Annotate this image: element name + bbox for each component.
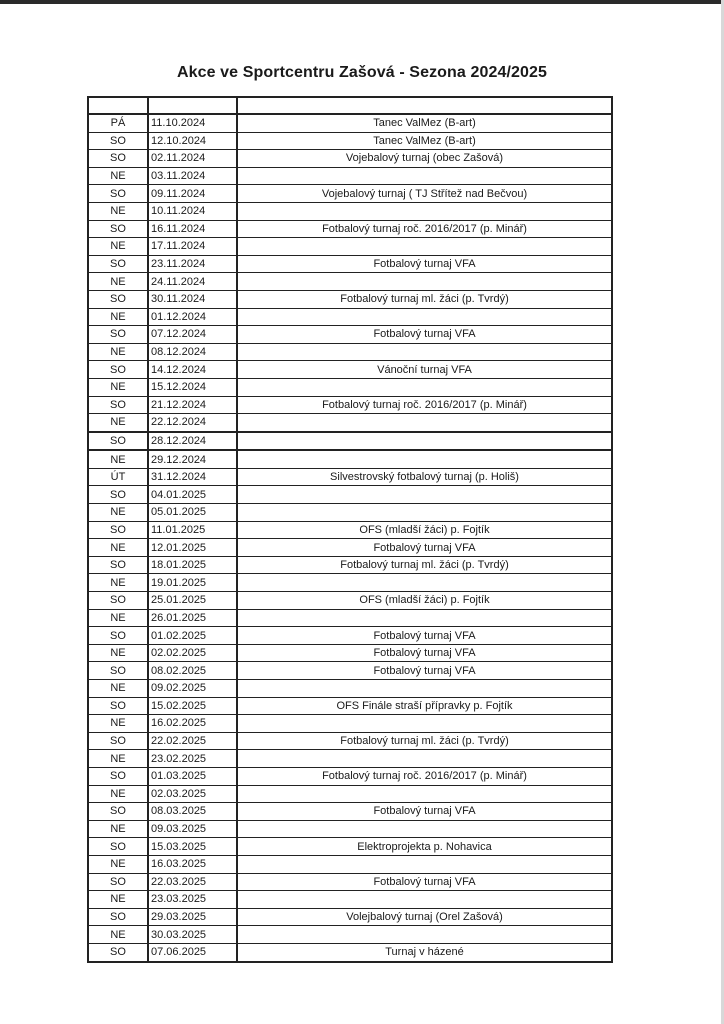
event-cell	[237, 378, 612, 396]
day-cell: SO	[88, 662, 148, 680]
event-cell: Fotbalový turnaj ml. žáci (p. Tvrdý)	[237, 556, 612, 574]
day-cell: SO	[88, 592, 148, 610]
day-cell: SO	[88, 803, 148, 821]
date-cell: 28.12.2024	[148, 432, 237, 451]
event-cell: Fotbalový turnaj VFA	[237, 539, 612, 557]
table-row	[88, 609, 612, 627]
table-row	[88, 715, 612, 733]
table-row	[88, 150, 612, 168]
day-cell: SO	[88, 486, 148, 504]
day-cell: SO	[88, 908, 148, 926]
event-cell: Fotbalový turnaj VFA	[237, 873, 612, 891]
table-row	[88, 785, 612, 803]
table-row	[88, 504, 612, 522]
date-cell: 02.02.2025	[148, 644, 237, 662]
date-cell: 09.03.2025	[148, 820, 237, 838]
day-cell: NE	[88, 273, 148, 291]
day-cell: NE	[88, 680, 148, 698]
event-cell	[237, 450, 612, 468]
table-row	[88, 697, 612, 715]
date-cell: 16.11.2024	[148, 220, 237, 238]
table-row	[88, 521, 612, 539]
table-row	[88, 290, 612, 308]
day-cell: NE	[88, 238, 148, 256]
schedule-table	[87, 96, 613, 963]
day-cell: SO	[88, 361, 148, 379]
header-cell-day	[88, 97, 148, 114]
event-cell	[237, 238, 612, 256]
day-cell: SO	[88, 732, 148, 750]
date-cell: 23.11.2024	[148, 255, 237, 273]
event-cell	[237, 680, 612, 698]
event-cell: OFS Finále straší přípravky p. Fojtík	[237, 697, 612, 715]
event-cell	[237, 273, 612, 291]
day-cell: SO	[88, 396, 148, 414]
date-cell: 07.12.2024	[148, 326, 237, 344]
day-cell: NE	[88, 644, 148, 662]
table-row	[88, 378, 612, 396]
date-cell: 15.02.2025	[148, 697, 237, 715]
event-cell	[237, 414, 612, 432]
date-cell: 23.03.2025	[148, 891, 237, 909]
day-cell: NE	[88, 820, 148, 838]
event-cell	[237, 891, 612, 909]
scan-top-edge	[0, 0, 724, 4]
date-cell: 11.10.2024	[148, 114, 237, 132]
day-cell: NE	[88, 539, 148, 557]
event-cell: Fotbalový turnaj roč. 2016/2017 (p. Minář)	[237, 220, 612, 238]
day-cell: SO	[88, 697, 148, 715]
table-row	[88, 662, 612, 680]
table-row	[88, 644, 612, 662]
table-row	[88, 486, 612, 504]
event-cell	[237, 785, 612, 803]
day-cell: SO	[88, 627, 148, 645]
table-row	[88, 238, 612, 256]
table-row	[88, 574, 612, 592]
date-cell: 23.02.2025	[148, 750, 237, 768]
event-cell: Fotbalový turnaj ml. žáci (p. Tvrdý)	[237, 290, 612, 308]
day-cell: SO	[88, 255, 148, 273]
date-cell: 03.11.2024	[148, 167, 237, 185]
header-cell-date	[148, 97, 237, 114]
event-cell: Volejbalový turnaj (Orel Zašová)	[237, 908, 612, 926]
table-row	[88, 803, 612, 821]
date-cell: 31.12.2024	[148, 468, 237, 486]
event-cell: Fotbalový turnaj VFA	[237, 662, 612, 680]
day-cell: NE	[88, 926, 148, 944]
day-cell: NE	[88, 855, 148, 873]
event-cell: Turnaj v házené	[237, 943, 612, 961]
table-row	[88, 361, 612, 379]
event-cell	[237, 486, 612, 504]
date-cell: 29.12.2024	[148, 450, 237, 468]
day-cell: NE	[88, 609, 148, 627]
date-cell: 01.02.2025	[148, 627, 237, 645]
event-cell	[237, 750, 612, 768]
date-cell: 30.11.2024	[148, 290, 237, 308]
date-cell: 22.02.2025	[148, 732, 237, 750]
day-cell: NE	[88, 891, 148, 909]
date-cell: 08.12.2024	[148, 343, 237, 361]
day-cell: SO	[88, 220, 148, 238]
table-row	[88, 926, 612, 944]
event-cell: OFS (mladší žáci) p. Fojtík	[237, 521, 612, 539]
date-cell: 16.03.2025	[148, 855, 237, 873]
day-cell: NE	[88, 574, 148, 592]
day-cell: SO	[88, 432, 148, 451]
table-row	[88, 114, 612, 132]
day-cell: NE	[88, 414, 148, 432]
event-cell: Fotbalový turnaj roč. 2016/2017 (p. Minář)	[237, 396, 612, 414]
event-cell: OFS (mladší žáci) p. Fojtík	[237, 592, 612, 610]
event-cell: Fotbalový turnaj VFA	[237, 255, 612, 273]
day-cell: NE	[88, 378, 148, 396]
table-row	[88, 202, 612, 220]
date-cell: 22.03.2025	[148, 873, 237, 891]
date-cell: 29.03.2025	[148, 908, 237, 926]
table-header-row	[88, 97, 612, 114]
table-row	[88, 450, 612, 468]
table-row	[88, 908, 612, 926]
date-cell: 16.02.2025	[148, 715, 237, 733]
date-cell: 12.10.2024	[148, 132, 237, 150]
day-cell: SO	[88, 150, 148, 168]
event-cell	[237, 609, 612, 627]
table-row	[88, 838, 612, 856]
header-cell-event	[237, 97, 612, 114]
page-title: Akce ve Sportcentru Zašová - Sezona 2024/2025	[176, 64, 547, 81]
day-cell: ÚT	[88, 468, 148, 486]
day-cell: PÁ	[88, 114, 148, 132]
date-cell: 01.03.2025	[148, 767, 237, 785]
date-cell: 09.02.2025	[148, 680, 237, 698]
table-row	[88, 855, 612, 873]
date-cell: 12.01.2025	[148, 539, 237, 557]
event-cell	[237, 167, 612, 185]
event-cell: Elektroprojekta p. Nohavica	[237, 838, 612, 856]
table-row	[88, 432, 612, 451]
table-row	[88, 414, 612, 432]
day-cell: NE	[88, 750, 148, 768]
table-row	[88, 220, 612, 238]
date-cell: 07.06.2025	[148, 943, 237, 961]
day-cell: SO	[88, 767, 148, 785]
date-cell: 15.03.2025	[148, 838, 237, 856]
table-row	[88, 891, 612, 909]
event-cell: Silvestrovský fotbalový turnaj (p. Holiš)	[237, 468, 612, 486]
event-cell	[237, 432, 612, 451]
date-cell: 02.03.2025	[148, 785, 237, 803]
date-cell: 09.11.2024	[148, 185, 237, 203]
table-row	[88, 556, 612, 574]
event-cell	[237, 820, 612, 838]
day-cell: NE	[88, 785, 148, 803]
table-row	[88, 539, 612, 557]
table-row	[88, 680, 612, 698]
date-cell: 01.12.2024	[148, 308, 237, 326]
event-cell	[237, 504, 612, 522]
event-cell: Fotbalový turnaj VFA	[237, 627, 612, 645]
day-cell: NE	[88, 167, 148, 185]
date-cell: 05.01.2025	[148, 504, 237, 522]
date-cell: 10.11.2024	[148, 202, 237, 220]
date-cell: 04.01.2025	[148, 486, 237, 504]
date-cell: 22.12.2024	[148, 414, 237, 432]
date-cell: 18.01.2025	[148, 556, 237, 574]
day-cell: NE	[88, 450, 148, 468]
day-cell: SO	[88, 556, 148, 574]
event-cell: Fotbalový turnaj ml. žáci (p. Tvrdý)	[237, 732, 612, 750]
day-cell: NE	[88, 715, 148, 733]
date-cell: 25.01.2025	[148, 592, 237, 610]
event-cell: Fotbalový turnaj VFA	[237, 803, 612, 821]
date-cell: 30.03.2025	[148, 926, 237, 944]
event-cell: Tanec ValMez (B-art)	[237, 114, 612, 132]
day-cell: SO	[88, 326, 148, 344]
event-cell	[237, 855, 612, 873]
day-cell: NE	[88, 504, 148, 522]
table-row	[88, 185, 612, 203]
table-row	[88, 308, 612, 326]
date-cell: 14.12.2024	[148, 361, 237, 379]
table-row	[88, 468, 612, 486]
day-cell: SO	[88, 185, 148, 203]
table-row	[88, 396, 612, 414]
table-row	[88, 167, 612, 185]
date-cell: 17.11.2024	[148, 238, 237, 256]
day-cell: NE	[88, 308, 148, 326]
event-cell	[237, 202, 612, 220]
table-row	[88, 750, 612, 768]
day-cell: SO	[88, 290, 148, 308]
event-cell: Vojebalový turnaj (obec Zašová)	[237, 150, 612, 168]
event-cell: Vánoční turnaj VFA	[237, 361, 612, 379]
event-cell: Tanec ValMez (B-art)	[237, 132, 612, 150]
event-cell: Fotbalový turnaj VFA	[237, 644, 612, 662]
date-cell: 08.03.2025	[148, 803, 237, 821]
table-row	[88, 767, 612, 785]
event-cell	[237, 715, 612, 733]
day-cell: NE	[88, 202, 148, 220]
day-cell: SO	[88, 521, 148, 539]
table-row	[88, 627, 612, 645]
table-row	[88, 273, 612, 291]
table-row	[88, 343, 612, 361]
date-cell: 26.01.2025	[148, 609, 237, 627]
table-row	[88, 820, 612, 838]
date-cell: 21.12.2024	[148, 396, 237, 414]
table-row	[88, 732, 612, 750]
event-cell: Vojebalový turnaj ( TJ Střítež nad Bečvou)	[237, 185, 612, 203]
day-cell: SO	[88, 838, 148, 856]
date-cell: 19.01.2025	[148, 574, 237, 592]
date-cell: 24.11.2024	[148, 273, 237, 291]
date-cell: 08.02.2025	[148, 662, 237, 680]
event-cell	[237, 343, 612, 361]
event-cell	[237, 926, 612, 944]
day-cell: SO	[88, 943, 148, 961]
day-cell: SO	[88, 132, 148, 150]
date-cell: 15.12.2024	[148, 378, 237, 396]
table-row	[88, 943, 612, 961]
date-cell: 02.11.2024	[148, 150, 237, 168]
event-cell	[237, 574, 612, 592]
table-row	[88, 873, 612, 891]
table-row	[88, 592, 612, 610]
table-row	[88, 132, 612, 150]
event-cell: Fotbalový turnaj roč. 2016/2017 (p. Minář)	[237, 767, 612, 785]
event-cell: Fotbalový turnaj VFA	[237, 326, 612, 344]
event-cell	[237, 308, 612, 326]
schedule-body	[88, 97, 612, 962]
table-row	[88, 326, 612, 344]
table-row	[88, 255, 612, 273]
day-cell: SO	[88, 873, 148, 891]
date-cell: 11.01.2025	[148, 521, 237, 539]
day-cell: NE	[88, 343, 148, 361]
